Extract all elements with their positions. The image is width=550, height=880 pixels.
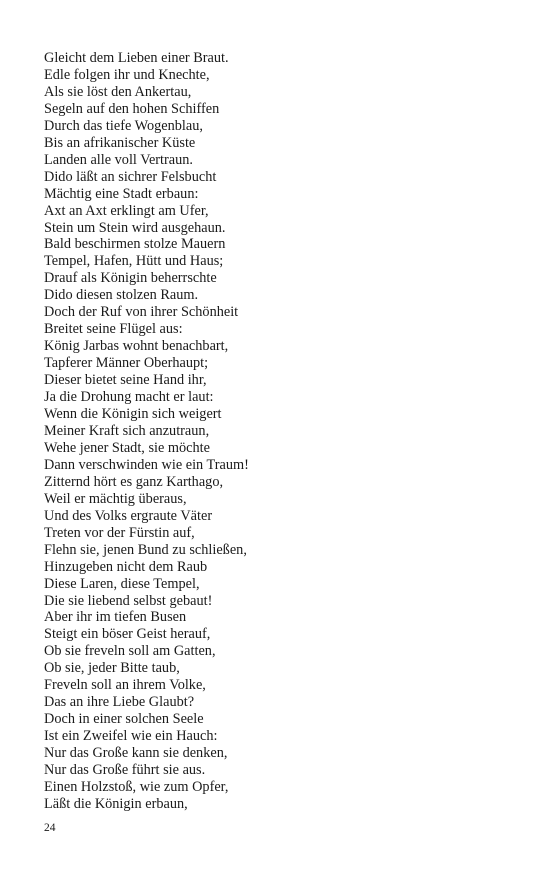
poem-line: Treten vor der Fürstin auf, (44, 524, 195, 541)
poem-line: Ja die Drohung macht er laut: (44, 389, 214, 406)
poem-line: Dann verschwinden wie ein Traum! (44, 456, 249, 473)
poem-line: Doch der Ruf von ihrer Schönheit (44, 304, 239, 321)
poem-line: Axt an Axt erklingt am Ufer, (44, 202, 209, 219)
poem-line: Einen Holzstoß, wie zum Opfer, (44, 778, 229, 795)
page-number: 24 (44, 822, 56, 834)
poem-line: Das an ihre Liebe Glaubt? (44, 694, 195, 711)
poem-text (44, 50, 249, 813)
poem-line: Tempel, Hafen, Hütt und Haus; (44, 253, 224, 270)
poem-line: Doch in einer solchen Seele (44, 711, 204, 728)
poem-line: Ist ein Zweifel wie ein Hauch: (44, 728, 218, 745)
poem-line: Meiner Kraft sich anzutraun, (44, 422, 210, 439)
poem-line: Tapferer Männer Oberhaupt; (44, 355, 209, 372)
poem-line: Aber ihr im tiefen Busen (44, 609, 187, 626)
poem-line: Wehe jener Stadt, sie möchte (44, 439, 210, 456)
poem-line: Landen alle voll Vertraun. (44, 151, 194, 168)
poem-line: König Jarbas wohnt benachbart, (44, 338, 229, 355)
poem-line: Mächtig eine Stadt erbaun: (44, 185, 199, 202)
poem-line: Gleicht dem Lieben einer Braut. (44, 50, 229, 66)
poem-line: Segeln auf den hohen Schiffen (44, 100, 220, 117)
poem-line: Durch das tiefe Wogenblau, (44, 117, 203, 134)
poem-line: Flehn sie, jenen Bund zu schließen, (44, 541, 247, 558)
poem-line: Drauf als Königin beherrschte (44, 270, 217, 287)
poem-line: Stein um Stein wird ausgehaun. (44, 219, 226, 236)
poem-line: Die sie liebend selbst gebaut! (44, 592, 213, 609)
poem-line: Dido diesen stolzen Raum. (44, 287, 199, 304)
poem-line: Nur das Große kann sie denken, (44, 745, 228, 762)
poem-line: Dido läßt an sichrer Felsbucht (44, 168, 217, 185)
poem-line: Dieser bietet seine Hand ihr, (44, 372, 207, 389)
poem-line: Und des Volks ergraute Väter (44, 507, 213, 524)
poem-line: Steigt ein böser Geist herauf, (44, 626, 211, 643)
poem-line: Hinzugeben nicht dem Raub (44, 558, 208, 575)
poem-line: Läßt die Königin erbaun, (44, 795, 188, 812)
poem-line: Wenn die Königin sich weigert (44, 406, 222, 423)
poem-line: Als sie löst den Ankertau, (44, 83, 192, 100)
poem-line: Ob sie, jeder Bitte taub, (44, 660, 180, 677)
poem-line: Edle folgen ihr und Knechte, (44, 66, 210, 83)
poem-line: Nur das Große führt sie aus. (44, 762, 206, 779)
poem-line: Freveln soll an ihrem Volke, (44, 677, 206, 694)
poem-line: Weil er mächtig überaus, (44, 490, 187, 507)
poem-line: Diese Laren, diese Tempel, (44, 575, 200, 592)
poem-line: Ob sie freveln soll am Gatten, (44, 643, 216, 660)
poem-line: Breitet seine Flügel aus: (44, 321, 183, 338)
poem-line: Zitternd hört es ganz Karthago, (44, 473, 224, 490)
poem-line: Bald beschirmen stolze Mauern (44, 236, 226, 253)
poem-line: Bis an afrikanischer Küste (44, 134, 196, 151)
